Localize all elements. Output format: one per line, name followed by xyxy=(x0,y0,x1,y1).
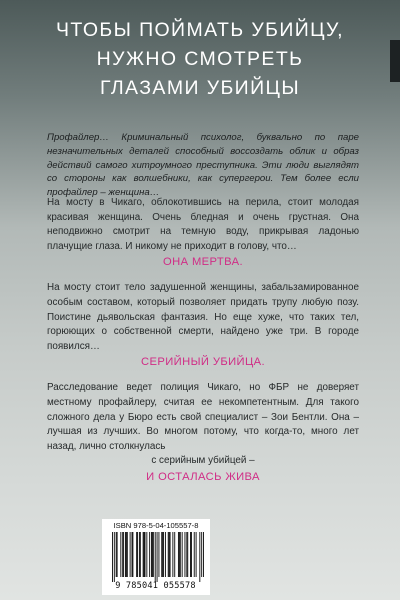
barcode-bar xyxy=(194,532,195,577)
barcode-bar xyxy=(163,532,164,577)
barcode-bar xyxy=(143,532,144,577)
barcode-bar xyxy=(168,532,169,577)
barcode-bar xyxy=(161,532,162,577)
barcode-bar xyxy=(162,532,163,577)
barcode-bar xyxy=(165,532,166,577)
barcode-bar xyxy=(117,532,118,577)
barcode-bar xyxy=(144,532,145,577)
barcode-bar xyxy=(190,532,191,577)
barcode-bar xyxy=(179,532,180,577)
barcode-bar xyxy=(132,532,133,577)
barcode-bar xyxy=(114,532,115,582)
barcode-bar xyxy=(186,532,187,577)
barcode-bar xyxy=(199,532,200,582)
barcode-bar xyxy=(123,532,124,577)
barcode-bar xyxy=(178,532,179,577)
headline-line-2: НУЖНО СМОТРЕТЬ xyxy=(96,48,304,70)
barcode-bar xyxy=(120,532,121,577)
story-paragraph-2: На мосту стоит тело задушенной женщины, забальзамированное особым составом, который позволяет придать трупу любую позу. Поистине дьявольская фантазия. Но еще хуже, что таких тел, горюющих о собственной смерти, найдено уже три. В городе появился… xyxy=(47,282,359,352)
barcode-bar xyxy=(130,532,131,577)
barcode-bar xyxy=(126,532,127,577)
barcode-bar xyxy=(203,532,204,577)
barcode-bar xyxy=(125,532,126,577)
barcode-bar xyxy=(196,532,197,577)
barcode-bar xyxy=(122,532,123,577)
headline-line-1: ЧТОБЫ ПОЙМАТЬ УБИЙЦУ, xyxy=(56,19,344,41)
headline xyxy=(0,16,400,103)
barcode-bar xyxy=(201,532,202,577)
barcode-bar xyxy=(149,532,150,577)
barcode-bar xyxy=(180,532,181,577)
story-paragraph-3: Расследование ведет полиция Чикаго, но ФБР не доверяет местному профайлеру, считая ее некомпетентным. Для такого сложного дела у Бюро есть свой специалист – Зои Бентли. Она – лучшая из лучших. Во многом потому, что когда-то, много лет назад, лично столкнулась xyxy=(47,382,359,452)
accent-she-is-dead: ОНА МЕРТВА. xyxy=(163,256,243,269)
barcode-bar xyxy=(184,532,185,577)
barcode-bar xyxy=(155,532,156,582)
isbn-number: ISBN 978-5-04-105557-8 xyxy=(113,521,199,530)
accent-stayed-alive: И ОСТАЛАСЬ ЖИВА xyxy=(146,470,260,483)
barcode-bars xyxy=(112,532,204,582)
barcode-bar xyxy=(127,532,128,577)
barcode-digits: 9 785041 055578 xyxy=(115,581,196,591)
barcode-bar xyxy=(157,532,158,582)
barcode-bar xyxy=(139,532,140,577)
barcode-bar xyxy=(158,532,159,577)
barcode-bar xyxy=(112,532,113,582)
barcode-bar xyxy=(191,532,192,577)
barcode-bar xyxy=(169,532,170,577)
barcode-bar xyxy=(116,532,117,577)
barcode-bar xyxy=(172,532,173,577)
barcode-bar xyxy=(170,532,171,577)
barcode-bar xyxy=(182,532,183,577)
story-text xyxy=(47,196,359,485)
barcode-bar xyxy=(146,532,147,577)
barcode-bar xyxy=(151,532,152,577)
barcode-bar xyxy=(187,532,188,577)
barcode-bar xyxy=(136,532,137,577)
barcode-label xyxy=(102,519,210,595)
barcode-bar xyxy=(140,532,141,577)
barcode-bar xyxy=(152,532,153,577)
barcode-bar xyxy=(137,532,138,577)
accent-serial-killer: СЕРИЙНЫЙ УБИЙЦА. xyxy=(141,356,265,369)
story-paragraph-3-end: с серийным убийцей – xyxy=(151,455,255,467)
barcode-bar xyxy=(174,532,175,577)
headline-line-3: ГЛАЗАМИ УБИЙЦЫ xyxy=(99,77,300,99)
barcode-bar xyxy=(132,532,133,577)
story-paragraph-1: На мосту в Чикаго, облокотившись на перила, стоит молодая красивая женщина. Очень бледная и очень грустная. Она неподвижно смотрит на темную воду, прикрывая ладонью плачущие глаза. И никому не приходит в голову, что… xyxy=(47,197,359,252)
intro-paragraph: Профайлер… Криминальный психолог, буквально по паре незначительных деталей способный воссоздать облик и образ действий самого хитроумного преступника. Эти люди выглядят со стороны как волшебники, как супергерои. Тем более если профайлер – женщина… xyxy=(47,132,359,199)
barcode-bar xyxy=(145,532,146,577)
barcode-bar xyxy=(153,532,154,577)
